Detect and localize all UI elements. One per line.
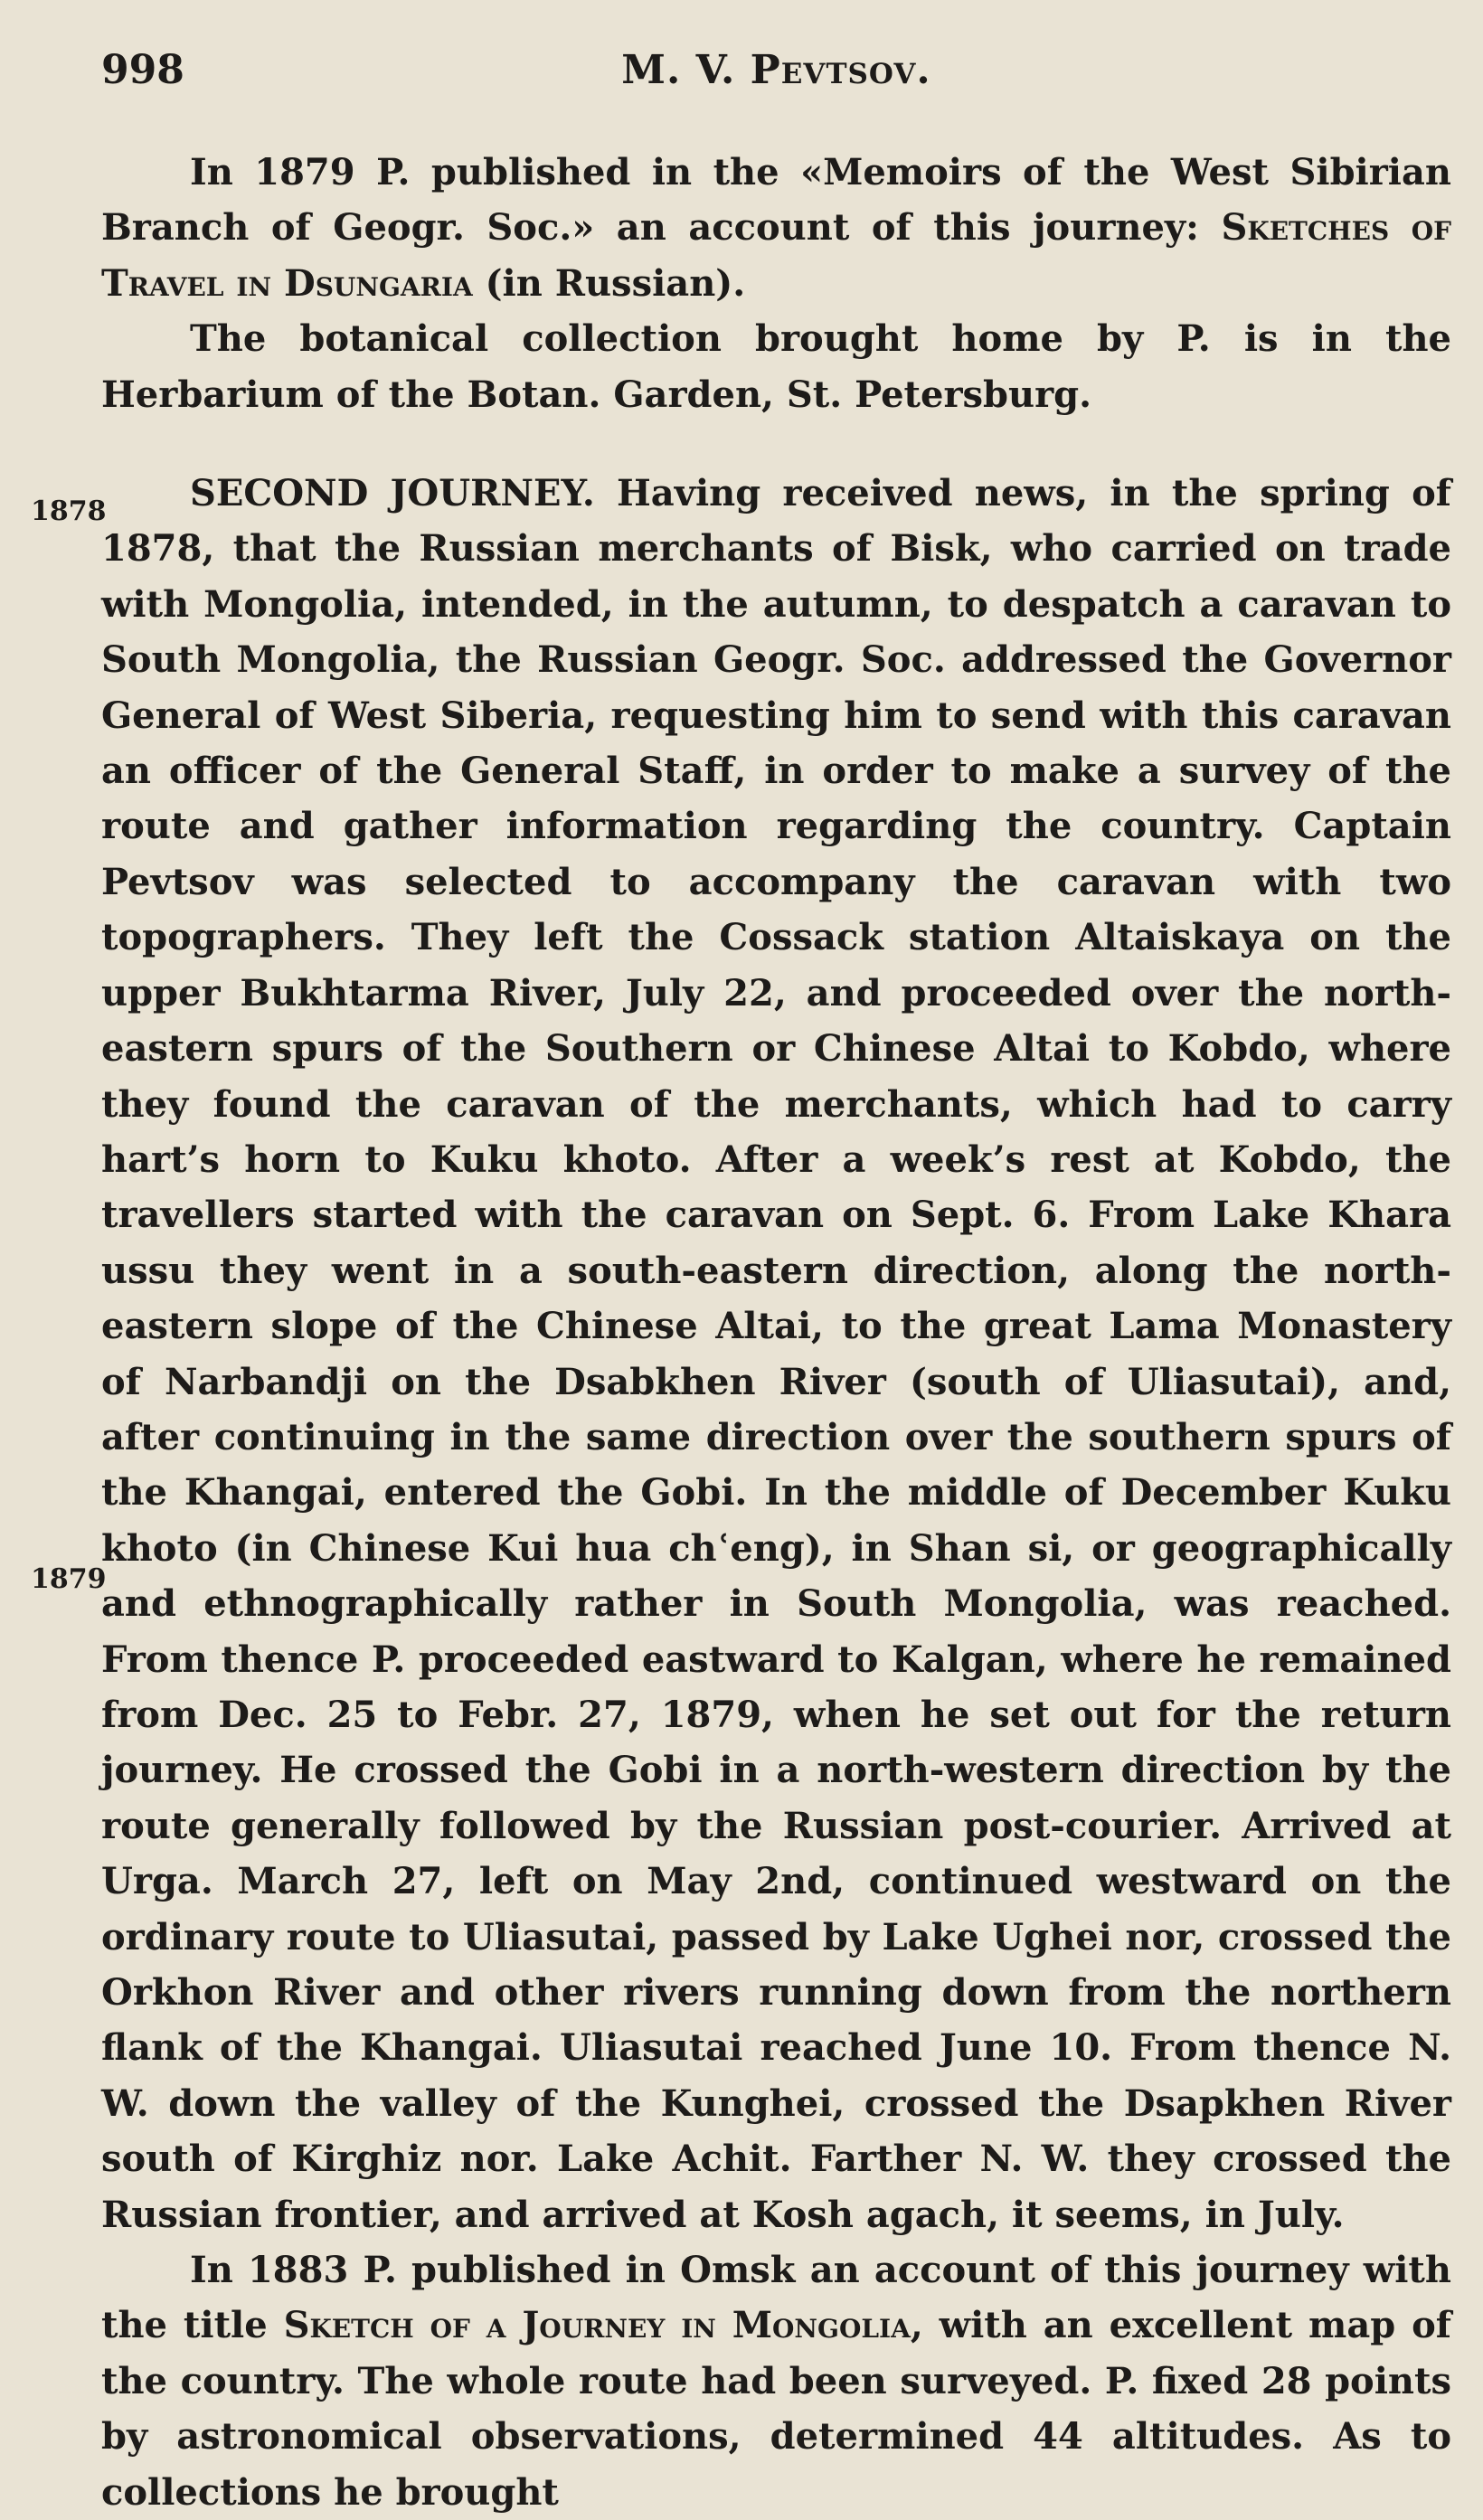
text-run: (in Russian). <box>472 261 746 305</box>
page-header <box>101 47 1451 110</box>
book-title: Sketch of a Journey in Mongolia <box>283 2304 911 2347</box>
page-number: 998 <box>101 47 184 93</box>
book-title: Sketches of Travel in Dsungaria <box>101 206 1451 305</box>
body-text <box>101 145 1451 2520</box>
text-run: In 1883 P. published in Omsk an account of this journey with the title <box>101 2249 1451 2347</box>
margin-year-1879: 1879 <box>31 1563 107 1595</box>
section-gap <box>101 422 1451 466</box>
text-run: SECOND JOURNEY. Having received news, in the spring of 1878, that the Russian merchants of Bisk, who carried on trade with Mongolia, intended, in the autumn, to despatch a caravan to South Mongolia, the Russian Geogr. Soc. addressed the Governor General of West Siberia, requesting him to send with this caravan an officer of the General Staff, in order to make a survey of the route and gather information regarding the country. Captain Pevtsov was selected to accompany the caravan with two topographers. They left the Cossack station Altaiskaya on the upper Bukhtarma River, July 22, and proceeded over the north-eastern spurs of the Southern or Chinese Altai to Kobdo, where they found the caravan of the merchants, which had to carry hart’s horn to Kuku khoto. After a week’s rest at Kobdo, the travellers started with the caravan on Sept. 6. From Lake Khara ussu they went in a south-eastern direction, along the north-eastern slope of the Chinese Altai, to the great Lama Monastery of Narbandji on the Dsabkhen River (south of Uliasutai), and, after continuing in the same direction over the southern spurs of the Khangai, entered the Gobi. In the middle of December Kuku khoto (in Chinese Kui hua chʿeng), in Shan si, or geographically and ethnographically rather in South Mongolia, was reached. From thence P. proceeded eastward to Kalgan, where he remained from Dec. 25 to Febr. 27, 1879, when he set out for the return journey. He crossed the Gobi in a north-western direction by the route generally followed by the Russian post-courier. Arrived at Urga. March 27, left on May 2nd, continued westward on the ordinary route to Uliasutai, passed by Lake Ughei nor, crossed the Orkhon River and other rivers running down from the northern flank of the Khangai. Uliasutai reached June 10. From thence N. W. down the valley of the Kunghei, crossed the Dsapkhen River south of Kirghiz nor. Lake Achit. Farther N. W. they crossed the Russian frontier, and arrived at Kosh agach, it seems, in July. <box>101 472 1451 2236</box>
text-run: The botanical collection brought home by P. is in the Herbarium of the Botan. Garden, St. Petersburg. <box>101 317 1451 416</box>
paragraph-publication-mongolia <box>101 2242 1451 2520</box>
paragraph-publication-dsungaria <box>101 145 1451 311</box>
text-run: In 1879 P. published in the «Memoirs of the West Sibirian Branch of Geogr. Soc.» an account of this journey: <box>101 151 1451 250</box>
running-head: M. V. Pevtsov. <box>621 47 931 93</box>
paragraph-second-journey <box>101 466 1451 2242</box>
margin-year-1878: 1878 <box>31 496 107 527</box>
paragraph-botanical-collection <box>101 311 1451 422</box>
text-run: , with an excellent map of the country. The whole route had been surveyed. P. fixed 28 points by astronomical observations, determined 44 altitudes. As to collections he brought <box>101 2304 1451 2514</box>
